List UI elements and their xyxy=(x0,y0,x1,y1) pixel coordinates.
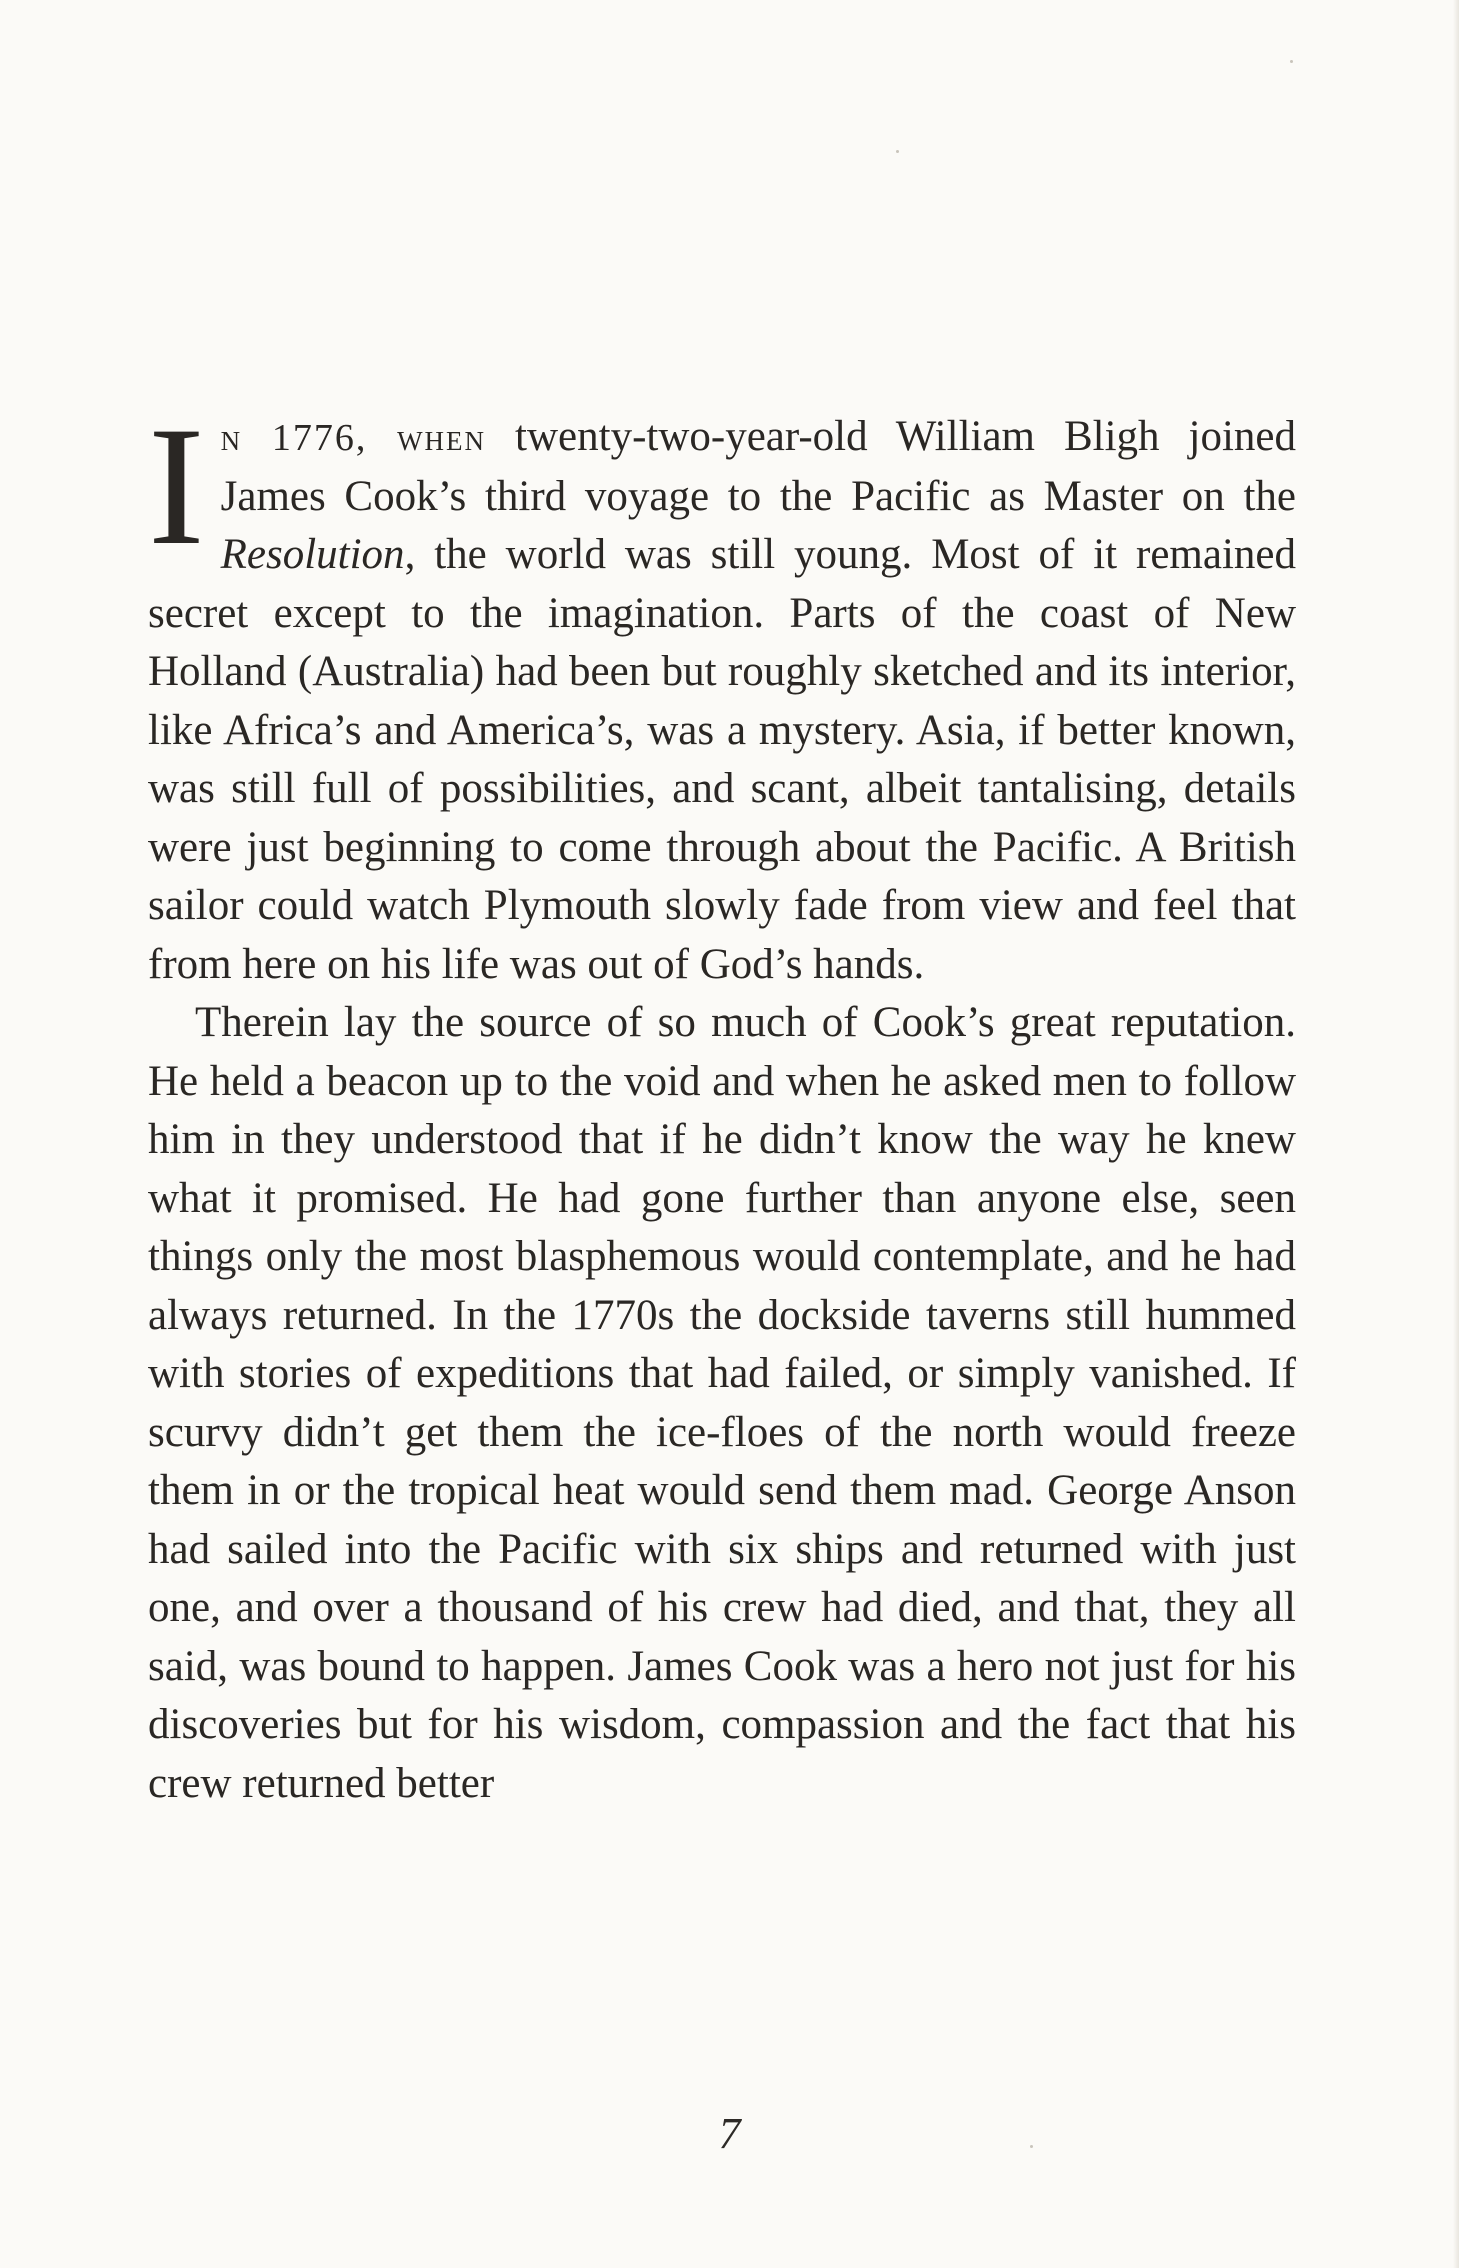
body-text xyxy=(148,392,1296,1813)
page-edge xyxy=(1453,0,1459,2268)
paragraph-2: Therein lay the source of so much of Cook’s great reputation. He held a beacon up to the void and when he asked men to follow him in they understood that if he didn’t know the way he knew what it promised. He had gone further than anyone else, seen things only the most blasphemous would contemplate, and he had always returned. In the 1770s the dockside taverns still hummed with stories of expeditions that had failed, or simply vanished. If scurvy didn’t get them the ice-floes of the north would freeze them in or the tropical heat would send them mad. George Anson had sailed into the Pacific with six ships and returned with just one, and over a thousand of his crew had died, and that, they all said, was bound to happen. James Cook was a hero not just for his discoveries but for his wisdom, compassion and the fact that his crew returned better xyxy=(148,999,1296,1807)
paragraph-1-text-b: , the world was still young. Most of it remained secret except to the imagination. Parts of the coast of New Holland (Australia) had been but roughly sketched and its interior, like Africa’s and America’s, was a mystery. Asia, if better known, was still full of possibilities, and scant, albeit tantalising, details were just beginning to come through about the Pacific. A British sailor could watch Plymouth slowly fade from view and feel that from here on his life was out of God’s hands. xyxy=(148,531,1296,988)
page-number: 7 xyxy=(718,2109,741,2158)
drop-cap: I xyxy=(148,392,205,580)
paper-speck xyxy=(896,150,899,153)
paragraph-1-text-a: twenty-two-year-old William Bligh joined James Cook’s third voyage to the Pacific as Master on the xyxy=(220,413,1296,520)
paper-speck xyxy=(1290,60,1293,63)
ship-name: Resolution xyxy=(220,531,405,578)
paragraph-1 xyxy=(148,392,1296,994)
lead-in-small-caps: n 1776, when xyxy=(220,417,487,459)
